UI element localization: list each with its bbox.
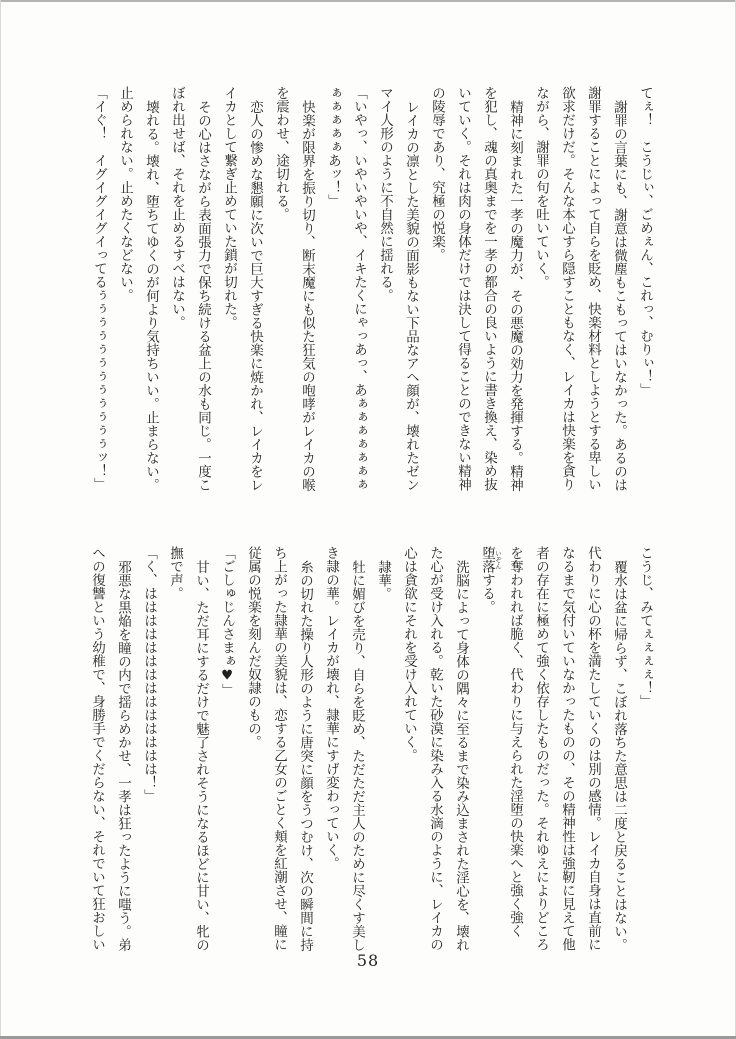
text-line: 甘い、ただ耳にするだけで魅了されそうになるほどに甘い、牝の xyxy=(193,559,209,951)
text-line: 撫で声。 xyxy=(167,546,183,600)
text-line: ち上がった隷華の美貌は、恋する乙女のごとく頬を紅潮させ、瞳に xyxy=(271,546,287,951)
text-line: 堕落 いぞんする。 xyxy=(479,546,502,614)
text-line: 止められない。止めたくなどない。 xyxy=(117,86,133,302)
text-line: その心はさながら表面張力で保ち続ける盆上の水も同じ。一度こ xyxy=(195,99,211,491)
text-line: 快楽が限界を振り切り、断末魔にも似た狂気の咆哮がレイカの喉 xyxy=(299,99,315,491)
text-line: ぼれ出せば、それを止めるすべはない。 xyxy=(169,86,185,329)
furigana-ruby: 堕落 いぞん xyxy=(479,546,502,573)
text-line: 精神に刻まれた一孝の魔力が、その悪魔の効力を発揮する。精神 xyxy=(507,99,523,491)
text-line: を震わせ、途切れる。 xyxy=(273,86,289,221)
page-number: 58 xyxy=(356,951,380,970)
text-line: レイカの凛とした美貌の面影もない下品なアヘ顔が、壊れたゼン xyxy=(403,99,419,491)
text-line: 謝罪することによって自らを貶め、快楽材料としようとする卑しい xyxy=(585,86,601,491)
text-line: 「く、はははははははははははははは！」 xyxy=(141,546,157,803)
text-line: 「いやっ、いやいやいや、イキたくにゃっあっ、あぁぁぁぁぁぁぁ xyxy=(351,86,367,491)
scan-edge-top xyxy=(0,0,736,2)
text-line: 邪悪な黒焔を瞳の内で揺らめかせ、一孝は狂ったように嗤う。弟 xyxy=(115,559,131,951)
text-line: 「イぐ！ イグイグイグイってるぅぅぅぅぅぅぅぅぅぅぅぅッ！」 xyxy=(91,86,107,491)
text-line: こうじ、みてぇぇぇぇ！」 xyxy=(637,546,653,708)
scan-edge-left xyxy=(0,0,1,1039)
text-line: 欲求だけだ。そんな本心すら隠すこともなく、レイカは快楽を貪り xyxy=(559,86,575,491)
text-line: 糸の切れた操り人形のように唐突に顔をうつむけ、次の瞬間に持 xyxy=(297,559,313,951)
text-line: ながら、謝罪の句を吐いていく。 xyxy=(533,86,549,289)
text-line: への復讐という幼稚で、身勝手でくだらない、それでいて狂おしい xyxy=(89,546,105,951)
text-line: 牡に媚びを売り、自らを貶め、ただただ主人のために尽くす美し xyxy=(349,559,365,951)
text-line: 恋人の惨めな懇願に次いで巨大すぎる快楽に焼かれ、レイカをレ xyxy=(247,99,263,491)
text-line: マイ人形のように不自然に揺れる。 xyxy=(377,86,393,302)
text-line: を奪われれば脆く、代わりに与えられた淫堕の快楽へと強く強く xyxy=(507,546,523,938)
text-line: てぇ！ こうじぃ、ごめぇん、これっ、むりぃ！」 xyxy=(637,86,653,397)
text-line: いていく。それは肉の身体だけでは決して得ることのできない精神 xyxy=(455,86,471,491)
text-line: 隷華。 xyxy=(375,559,391,600)
text-line: を犯し、魂の真奥までを一孝の都合の良いように書き換え、染め抜 xyxy=(481,86,497,491)
text-line: 心は貪欲にそれを受け入れていく。 xyxy=(401,546,417,762)
text-line: の陵辱であり、究極の悦楽。 xyxy=(429,86,445,262)
text-line: 壊れる。壊れ、堕ちてゆくのが何より気持ちいい。止まらない。 xyxy=(143,99,159,491)
text-line: なるまで気付いていなかったものの、その精神性は強靭に見えて他 xyxy=(559,546,575,951)
text-line: 覆水は盆に帰らず、こぼれ落ちた意思は二度と戻ることはない。 xyxy=(611,559,627,951)
bottom-text-block xyxy=(84,546,658,954)
text-line: 謝罪の言葉にも、謝意は微塵もこもってはいなかった。あるのは xyxy=(611,99,627,491)
text-line: ぁぁぁぁぁあッ！」 xyxy=(325,86,341,208)
text-line: た心が受け入れる。乾いた砂漠に染み入る水滴のように、レイカの xyxy=(427,546,443,951)
text-line: 従属の悦楽を刻んだ奴隷のもの。 xyxy=(245,546,261,749)
text-line: 洗脳によって身体の隅々に至るまで染み込まされた淫心を、壊れ xyxy=(453,559,469,951)
text-line: き隷の華。レイカが壊れ、隷華にすげ変わっていく。 xyxy=(323,546,339,870)
text-line: 「ごしゅじんさまぁ♥」 xyxy=(219,546,235,697)
text-line: 者の存在に極めて強く依存したものだった。それゆえによりどころ xyxy=(533,546,549,951)
text-line: 代わりに心の杯を満たしていくのは別の感情。レイカ自身は直前に xyxy=(585,546,601,951)
text-line: イカとして繋ぎ止めていた鎖が切れた。 xyxy=(221,86,237,329)
top-text-block xyxy=(86,86,658,494)
